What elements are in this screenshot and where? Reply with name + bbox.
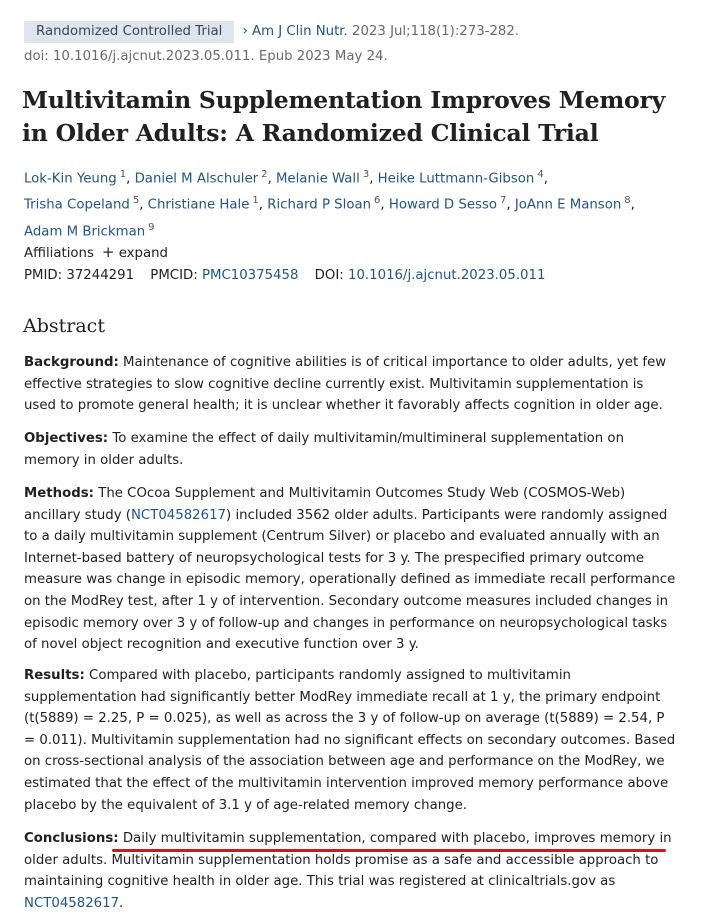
- doi-link[interactable]: 10.1016/j.ajcnut.2023.05.011: [348, 268, 546, 283]
- affiliation-ref[interactable]: 7: [500, 195, 507, 207]
- affiliation-ref[interactable]: 9: [148, 221, 155, 233]
- affiliation-ref[interactable]: 5: [132, 195, 140, 207]
- author-link[interactable]: Richard P Sloan: [267, 197, 372, 213]
- affiliation-ref[interactable]: 8: [624, 195, 631, 207]
- objectives-label: Objectives:: [24, 431, 109, 446]
- affiliations-toggle[interactable]: [24, 241, 168, 265]
- red-highlight-underline: [112, 849, 666, 852]
- doi-label: DOI:: [314, 268, 344, 283]
- abstract-methods: [24, 483, 678, 656]
- affiliation-ref[interactable]: 3: [362, 169, 370, 180]
- affiliation-ref[interactable]: 2: [261, 169, 268, 180]
- author-link[interactable]: Christiane Hale: [147, 197, 250, 213]
- affiliations-label: Affiliations: [24, 246, 94, 261]
- author-list: Lok-Kin Yeung $^1$, Daniel M Alschuler $^2$, Melanie Wall $^3$, Heike Luttmann-Gibson $^4$, Trisha Copeland $^5$, Christiane Hale $^1$, Richard P Sloan $^6$, Howard D Sesso $^7$, JoAnn E Manson $^8$, Adam M Brickman $^9$: [24, 169, 635, 240]
- author-link[interactable]: Lok-Kin Yeung: [24, 171, 117, 187]
- author-link[interactable]: Adam M Brickman: [24, 224, 146, 240]
- conclusions-text-pre: Daily multivitamin supplementation, compared with placebo, improves memory in older adults. Multivitamin supplementation holds promise as a safe and accessible approach to maintaining cognitive health in older age. This trial was registered at clinicaltrials.gov as: [24, 831, 672, 890]
- conclusions-text-post: .: [119, 895, 124, 911]
- pmcid-link[interactable]: PMC10375458: [201, 268, 299, 283]
- results-text: Compared with placebo, participants randomly assigned to multivitamin supplementation had significantly better ModRey immediate recall at 1 y, the primary endpoint (t(5889) = 2.25, P = 0.025), as well as across the 3 y of follow-up on average (t(5889) = 2.54, P = 0.011). Multivitamin supplementation had no significant effects on secondary outcomes. Based on cross-sectional analysis of the association between age and performance on the ModRey, we estimated that the effect of the multivitamin intervention improved memory performance above placebo by the equivalent of 3.1 y of age-related memory change.: [24, 668, 676, 813]
- doi-epub-line: doi: 10.1016/j.ajcnut.2023.05.011. Epub 2023 May 24.: [24, 49, 388, 64]
- abstract-background: [24, 352, 678, 417]
- abstract-results: [24, 665, 678, 816]
- author-link[interactable]: Trisha Copeland: [24, 197, 130, 213]
- author-link[interactable]: Melanie Wall: [275, 171, 360, 187]
- pmid-value: 37244291: [66, 268, 135, 283]
- methods-label: Methods:: [24, 486, 94, 501]
- citation-details: 2023 Jul;118(1):273-282.: [352, 24, 520, 39]
- citation-header: [24, 20, 682, 43]
- abstract-conclusions: [24, 828, 678, 914]
- methods-text-pre: The COcoa Supplement and Multivitamin Outcomes Study Web (COSMOS-Web) ancillary study (: [24, 486, 626, 523]
- conclusions-label: Conclusions:: [24, 831, 119, 846]
- expand-label: expand: [118, 246, 168, 261]
- affiliation-ref[interactable]: 6: [374, 195, 381, 207]
- objectives-text: To examine the effect of daily multivitamin/multimineral supplementation on memory in older adults.: [24, 431, 624, 468]
- nct-link-conclusions[interactable]: NCT04582617: [24, 895, 120, 911]
- publication-type-badge[interactable]: Randomized Controlled Trial: [24, 21, 234, 43]
- results-label: Results:: [24, 668, 85, 683]
- identifiers-row: [24, 265, 545, 287]
- author-link[interactable]: Heike Luttmann-Gibson: [377, 171, 535, 187]
- journal-link[interactable]: Am J Clin Nutr.: [251, 24, 348, 39]
- background-label: Background:: [24, 355, 119, 370]
- author-link[interactable]: Daniel M Alschuler: [134, 171, 259, 187]
- affiliation-ref[interactable]: 1: [252, 195, 259, 207]
- abstract-heading: Abstract: [23, 315, 105, 337]
- affiliation-ref[interactable]: 4: [537, 169, 544, 180]
- article-title: Multivitamin Supplementation Improves Memory in Older Adults: A Randomized Clinical Trial: [22, 86, 666, 147]
- abstract-objectives: [24, 428, 678, 471]
- nct-link[interactable]: NCT04582617: [130, 507, 227, 523]
- chevron-right-icon: ›: [242, 23, 248, 39]
- author-link[interactable]: JoAnn E Manson: [514, 197, 622, 213]
- methods-text-post: ) included 3562 older adults. Participants were randomly assigned to a daily multivitamin supplement (Centrum Silver) or placebo and evaluated annually with an Internet-based battery of neuropsychological tests for 3 y. The prespecified primary outcome measure was change in episodic memory, operationally defined as immediate recall performance on the ModRey test, after 1 y of intervention. Secondary outcome measures included changes in episodic memory over 3 y of follow-up and changes in performance on neuropsychological tasks of novel object recognition and executive function over 3 y.: [24, 507, 676, 653]
- pmcid-label: PMCID:: [150, 268, 198, 283]
- background-text: Maintenance of cognitive abilities is of critical importance to older adults, yet few effective strategies to slow cognitive decline currently exist. Multivitamin supplementation is used to promote general health; it is unclear whether it favorably affects cognition in older age.: [24, 355, 667, 414]
- plus-icon: +: [101, 243, 115, 261]
- pmid-label: PMID:: [24, 268, 63, 283]
- author-link[interactable]: Howard D Sesso: [388, 197, 498, 213]
- affiliation-ref[interactable]: 1: [119, 169, 127, 180]
